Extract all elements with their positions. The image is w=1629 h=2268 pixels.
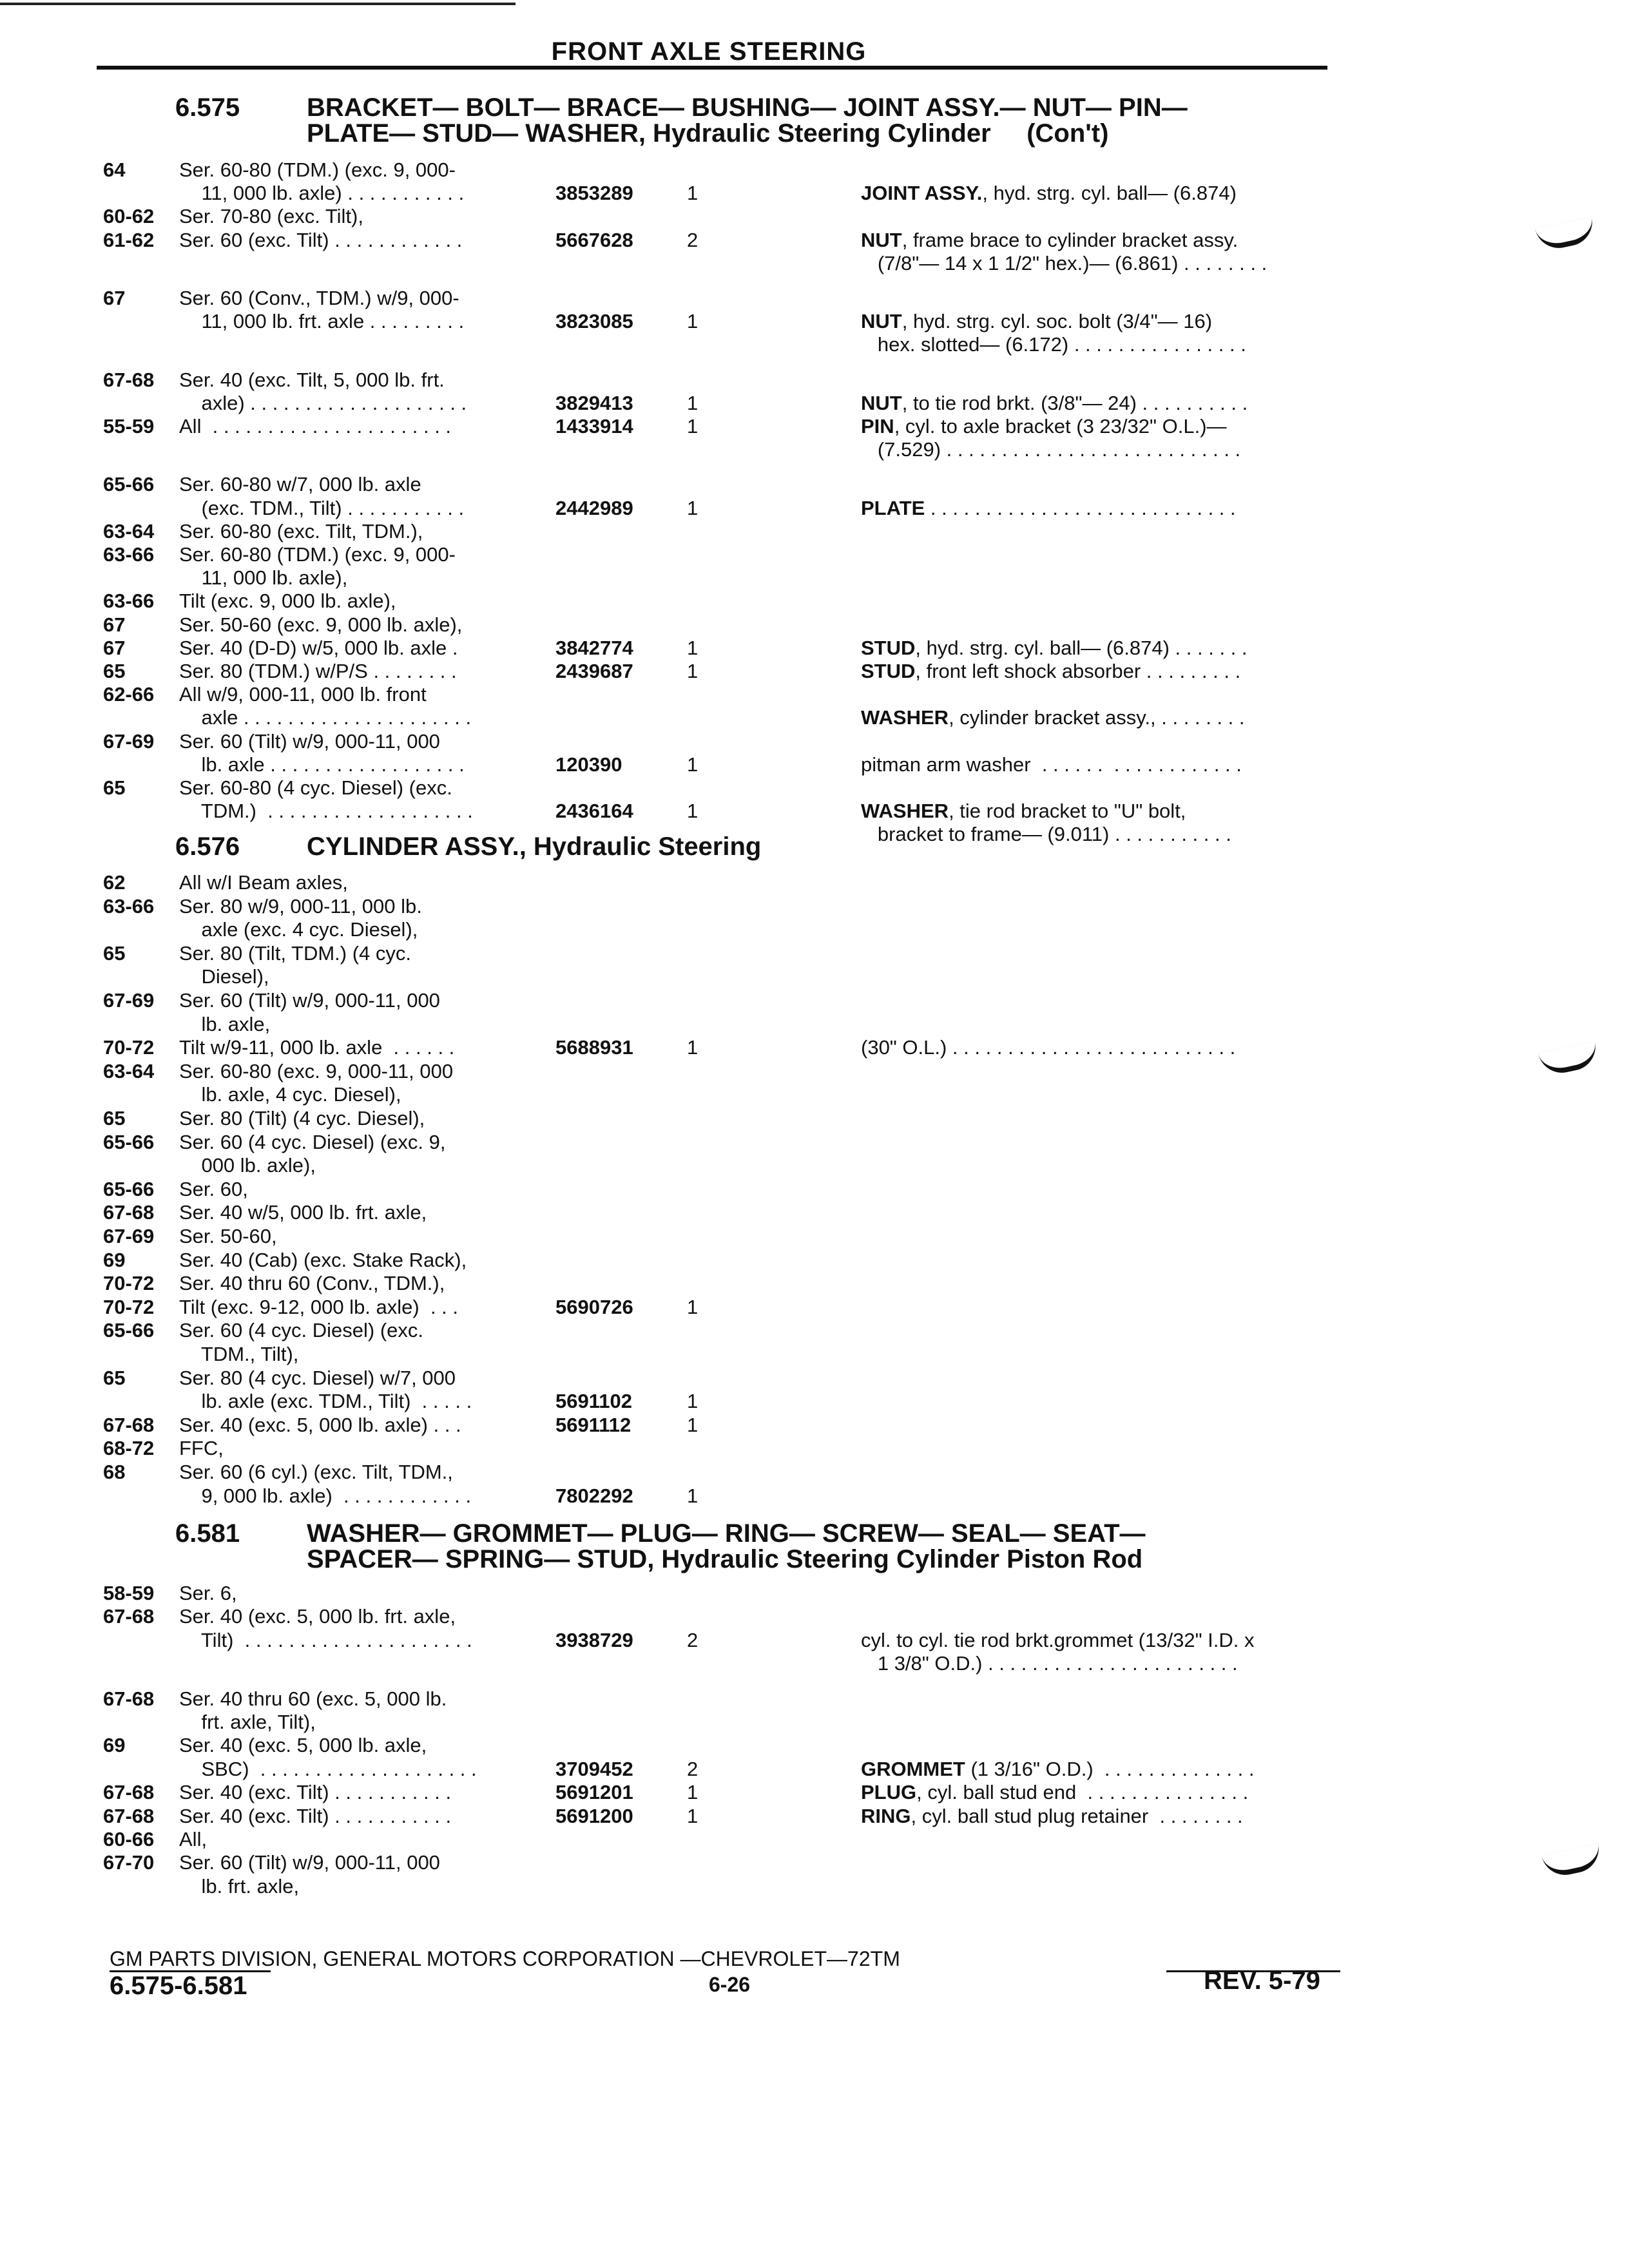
section-header xyxy=(175,832,1335,861)
table-row xyxy=(0,871,1629,897)
model-years: 62-66 xyxy=(103,683,155,706)
model-years: 67-70 xyxy=(103,1851,155,1874)
application-description: lb. axle, xyxy=(179,1012,271,1035)
model-years: 69 xyxy=(103,1734,126,1757)
part-number: 3829413 xyxy=(555,391,633,414)
application-description: Ser. 60 (Tilt) w/9, 000-11, 000 xyxy=(179,729,440,753)
application-description: Ser. 60-80 (TDM.) (exc. 9, 000- xyxy=(179,159,456,181)
part-number: 1433914 xyxy=(555,415,633,437)
part-number: 5690726 xyxy=(555,1295,633,1318)
part-description xyxy=(861,415,1227,438)
table-row xyxy=(0,159,1629,184)
model-years: 65 xyxy=(103,941,126,965)
model-years: 67-68 xyxy=(103,1781,155,1804)
table-row xyxy=(0,706,1629,732)
model-years: 67-68 xyxy=(103,368,155,391)
application-description: Ser. 40 thru 60 (Conv., TDM.), xyxy=(179,1272,445,1295)
table-row xyxy=(0,1107,1629,1133)
table-row xyxy=(0,1805,1629,1831)
model-years: 60-66 xyxy=(103,1828,155,1850)
quantity: 1 xyxy=(687,391,699,414)
table-row xyxy=(0,1249,1629,1274)
table-row xyxy=(0,1272,1629,1298)
part-description xyxy=(861,706,1244,729)
quantity: 1 xyxy=(687,1484,699,1507)
table-row xyxy=(0,730,1629,756)
part-detail: bracket to frame— (9.011) . . . . . . . . . . . xyxy=(861,823,1231,846)
part-number: 5691200 xyxy=(555,1804,633,1827)
model-years: 63-66 xyxy=(103,590,155,613)
application-description: Ser. 40 (Cab) (exc. Stake Rack), xyxy=(179,1248,467,1271)
part-detail: , cyl. ball stud plug retainer . . . . . . . . xyxy=(911,1804,1243,1827)
part-description xyxy=(861,1781,1248,1804)
model-years: 65-66 xyxy=(103,473,155,496)
table-row xyxy=(0,1083,1629,1109)
part-description xyxy=(861,392,1248,415)
application-description: 11, 000 lb. axle) . . . . . . . . . . . xyxy=(179,182,465,205)
table-row xyxy=(0,1154,1629,1180)
table-row xyxy=(0,965,1629,991)
model-years: 67-69 xyxy=(103,729,155,753)
table-row xyxy=(0,310,1629,336)
application-description: 11, 000 lb. frt. axle . . . . . . . . . xyxy=(179,310,465,333)
section-header xyxy=(175,93,1335,150)
application-description: Ser. 80 (Tilt) (4 cyc. Diesel), xyxy=(179,1107,425,1129)
model-years: 63-64 xyxy=(103,519,155,543)
table-row xyxy=(0,1652,1629,1678)
table-row xyxy=(0,590,1629,615)
part-name: WASHER xyxy=(861,706,949,729)
part-name: WASHER xyxy=(861,800,949,823)
quantity: 1 xyxy=(687,660,699,682)
model-years: 58-59 xyxy=(103,1582,155,1604)
application-description: Ser. 60 (Tilt) w/9, 000-11, 000 xyxy=(179,1851,440,1874)
part-name: JOINT ASSY. xyxy=(861,182,983,205)
model-years: 61-62 xyxy=(103,228,155,251)
application-description: Diesel), xyxy=(179,965,269,988)
application-description: lb. axle, 4 cyc. Diesel), xyxy=(179,1083,401,1106)
application-description: All w/I Beam axles, xyxy=(179,871,348,894)
part-description xyxy=(861,1629,1255,1652)
table-row xyxy=(0,252,1629,278)
model-years: 67-68 xyxy=(103,1201,155,1224)
application-description: Ser. 70-80 (exc. Tilt), xyxy=(179,205,363,228)
table-row xyxy=(0,918,1629,944)
table-row xyxy=(0,287,1629,312)
part-number: 3709452 xyxy=(555,1757,633,1780)
table-row xyxy=(0,1758,1629,1783)
model-years: 67-68 xyxy=(103,1804,155,1827)
section-number: 6.576 xyxy=(175,832,240,861)
table-row xyxy=(0,753,1629,779)
application-description: 000 lb. axle), xyxy=(179,1154,316,1177)
part-name: NUT xyxy=(861,310,902,333)
part-description xyxy=(861,753,1242,776)
table-row xyxy=(0,205,1629,231)
table-row xyxy=(0,1582,1629,1608)
part-number: 3823085 xyxy=(555,310,633,333)
part-number: 5691201 xyxy=(555,1781,633,1804)
table-row xyxy=(0,942,1629,968)
section-title: PLATE— STUD— WASHER, Hydraulic Steering Cylinder (Con't) xyxy=(307,119,1109,148)
part-number: 5691102 xyxy=(555,1390,632,1413)
part-description xyxy=(861,182,1237,205)
part-description xyxy=(861,252,1267,275)
table-row xyxy=(0,229,1629,255)
model-years: 70-72 xyxy=(103,1295,155,1318)
quantity: 1 xyxy=(687,1804,699,1827)
part-detail: , cylinder bracket assy., . . . . . . . . xyxy=(949,706,1245,729)
application-description: FFC, xyxy=(179,1437,224,1460)
model-years: 63-66 xyxy=(103,894,155,918)
table-row xyxy=(0,1875,1629,1901)
application-description: Tilt) . . . . . . . . . . . . . . . . . . . . . xyxy=(179,1628,472,1651)
table-row xyxy=(0,1343,1629,1369)
quantity: 1 xyxy=(687,415,699,437)
quantity: 1 xyxy=(687,1036,699,1059)
part-name: PLUG xyxy=(861,1781,917,1804)
application-description: Ser. 40 (D-D) w/5, 000 lb. axle . xyxy=(179,636,458,659)
application-description: Ser. 80 (4 cyc. Diesel) w/7, 000 xyxy=(179,1366,456,1389)
footer-corp-line: GM PARTS DIVISION, GENERAL MOTORS CORPORATION —CHEVROLET—72TM xyxy=(110,1947,900,1970)
part-name: NUT xyxy=(861,391,902,414)
part-description xyxy=(861,1036,1235,1059)
part-number: 2439687 xyxy=(555,660,633,682)
application-description: Ser. 60-80 (TDM.) (exc. 9, 000- xyxy=(179,543,456,566)
model-years: 65 xyxy=(103,1366,126,1389)
part-number: 5691112 xyxy=(555,1413,631,1436)
part-detail: , hyd. strg. cyl. ball— (6.874) xyxy=(982,182,1237,205)
section-header xyxy=(175,1519,1335,1576)
part-description xyxy=(861,1805,1243,1828)
part-name: PLATE xyxy=(861,496,925,519)
part-description xyxy=(861,229,1238,252)
table-row xyxy=(0,1629,1629,1655)
application-description: Ser. 60 (Tilt) w/9, 000-11, 000 xyxy=(179,989,440,1012)
part-description xyxy=(861,333,1246,356)
part-name: STUD xyxy=(861,636,916,659)
section-title: CYLINDER ASSY., Hydraulic Steering xyxy=(307,832,762,861)
page-heading: FRONT AXLE STEERING xyxy=(551,37,867,66)
model-years: 67 xyxy=(103,613,126,636)
section-title: BRACKET— BOLT— BRACE— BUSHING— JOINT ASSY.— NUT— PIN— xyxy=(307,93,1188,122)
application-description: Ser. 50-60 (exc. 9, 000 lb. axle), xyxy=(179,613,463,636)
application-description: All . . . . . . . . . . . . . . . . . . . . . . xyxy=(179,415,452,437)
model-years: 67-68 xyxy=(103,1413,155,1436)
application-description: Ser. 60 (6 cyl.) (exc. Tilt, TDM., xyxy=(179,1461,453,1483)
model-years: 65-66 xyxy=(103,1319,155,1342)
table-row xyxy=(0,660,1629,686)
part-name: RING xyxy=(861,1804,911,1827)
model-years: 67-68 xyxy=(103,1687,155,1710)
quantity: 1 xyxy=(687,310,699,333)
footer-revision: REV. 5-79 xyxy=(1204,1966,1320,1995)
table-row xyxy=(0,1036,1629,1062)
table-row xyxy=(0,1131,1629,1157)
part-description xyxy=(861,497,1236,520)
application-description: 11, 000 lb. axle), xyxy=(179,566,348,590)
application-description: All w/9, 000-11, 000 lb. front xyxy=(179,683,427,706)
section-number: 6.581 xyxy=(175,1519,240,1548)
table-row xyxy=(0,613,1629,639)
model-years: 67-69 xyxy=(103,989,155,1012)
part-number: 3938729 xyxy=(555,1628,633,1651)
model-years: 67-69 xyxy=(103,1225,155,1247)
part-name: PIN xyxy=(861,415,894,437)
application-description: Ser. 80 (TDM.) w/P/S . . . . . . . . xyxy=(179,660,457,682)
table-row xyxy=(0,415,1629,441)
application-description: lb. frt. axle, xyxy=(179,1874,300,1898)
part-description xyxy=(861,1758,1254,1781)
application-description: Ser. 80 w/9, 000-11, 000 lb. xyxy=(179,894,422,918)
part-detail: , cyl. to axle bracket (3 23/32" O.L.)— xyxy=(894,415,1227,437)
application-description: Ser. 60, xyxy=(179,1177,248,1200)
model-years: 65-66 xyxy=(103,1177,155,1200)
model-years: 68 xyxy=(103,1461,126,1483)
table-row xyxy=(0,1437,1629,1463)
part-detail: (7.529) . . . . . . . . . . . . . . . . . . . . . . . . . . . xyxy=(861,438,1241,461)
part-detail: (7/8"— 14 x 1 1/2" hex.)— (6.861) . . . . . . . . xyxy=(861,251,1268,274)
application-description: Ser. 40 (exc. Tilt) . . . . . . . . . . . xyxy=(179,1804,452,1827)
application-description: Ser. 40 (exc. Tilt, 5, 000 lb. frt. xyxy=(179,368,445,391)
application-description: Ser. 80 (Tilt, TDM.) (4 cyc. xyxy=(179,941,411,965)
table-row xyxy=(0,1367,1629,1392)
application-description: Tilt w/9-11, 000 lb. axle . . . . . . xyxy=(179,1036,455,1059)
quantity: 1 xyxy=(687,800,699,823)
quantity: 1 xyxy=(687,636,699,659)
table-row xyxy=(0,497,1629,523)
table-row xyxy=(0,1178,1629,1204)
table-row xyxy=(0,520,1629,546)
part-name: GROMMET xyxy=(861,1757,965,1780)
quantity: 1 xyxy=(687,753,699,776)
application-description: Ser. 60-80 (exc. 9, 000-11, 000 xyxy=(179,1059,454,1082)
application-description: TDM., Tilt), xyxy=(179,1343,299,1365)
application-description: Ser. 60 (Conv., TDM.) w/9, 000- xyxy=(179,287,459,309)
table-row xyxy=(0,473,1629,499)
model-years: 68-72 xyxy=(103,1437,155,1460)
part-detail: . . . . . . . . . . . . . . . . . . . . . . . . . . . . xyxy=(925,496,1236,519)
application-description: Ser. 60 (exc. Tilt) . . . . . . . . . . . . xyxy=(179,228,463,251)
application-description: Ser. 60-80 w/7, 000 lb. axle xyxy=(179,473,421,496)
part-detail: , hyd. strg. cyl. ball— (6.874) . . . . . . . xyxy=(915,636,1248,659)
application-description: SBC) . . . . . . . . . . . . . . . . . . . . xyxy=(179,1757,477,1780)
table-row xyxy=(0,1605,1629,1631)
part-number: 120390 xyxy=(555,753,622,776)
table-row xyxy=(0,1414,1629,1439)
table-row xyxy=(0,1201,1629,1227)
part-detail: (1 3/16" O.D.) . . . . . . . . . . . . . . xyxy=(965,1757,1255,1780)
application-description: axle (exc. 4 cyc. Diesel), xyxy=(179,918,418,941)
part-name: NUT xyxy=(861,228,902,251)
table-row xyxy=(0,1461,1629,1486)
table-row xyxy=(0,800,1629,825)
part-description xyxy=(861,800,1186,823)
quantity: 1 xyxy=(687,1413,699,1436)
model-years: 63-64 xyxy=(103,1059,155,1082)
quantity: 1 xyxy=(687,1295,699,1318)
part-detail: , cyl. ball stud end . . . . . . . . . . . . . . . xyxy=(916,1781,1249,1804)
application-description: Ser. 40 thru 60 (exc. 5, 000 lb. xyxy=(179,1687,447,1710)
application-description: Ser. 60-80 (exc. Tilt, TDM.), xyxy=(179,519,423,543)
application-description: Ser. 50-60, xyxy=(179,1225,277,1247)
part-number: 5688931 xyxy=(555,1036,633,1059)
application-description: TDM.) . . . . . . . . . . . . . . . . . . . xyxy=(179,800,473,823)
model-years: 69 xyxy=(103,1248,126,1271)
table-row xyxy=(0,1013,1629,1039)
table-row xyxy=(0,895,1629,921)
table-row xyxy=(0,1296,1629,1321)
model-years: 64 xyxy=(103,159,126,181)
table-row xyxy=(0,566,1629,592)
model-years: 67-68 xyxy=(103,1605,155,1628)
part-detail: hex. slotted— (6.172) . . . . . . . . . . . . . . . . xyxy=(861,333,1246,356)
part-number: 5667628 xyxy=(555,228,633,251)
part-number: 3853289 xyxy=(555,182,633,205)
part-detail: (30" O.L.) . . . . . . . . . . . . . . . . . . . . . . . . . . xyxy=(861,1036,1236,1059)
table-row xyxy=(0,989,1629,1015)
application-description: Tilt (exc. 9-12, 000 lb. axle) . . . xyxy=(179,1295,459,1318)
table-row xyxy=(0,438,1629,464)
table-row xyxy=(0,1390,1629,1416)
table-row xyxy=(0,683,1629,709)
section-number: 6.575 xyxy=(175,93,240,122)
part-detail: cyl. to cyl. tie rod brkt.grommet (13/32" I.D. x xyxy=(861,1628,1255,1651)
model-years: 63-66 xyxy=(103,543,155,566)
quantity: 1 xyxy=(687,496,699,519)
table-row xyxy=(0,369,1629,394)
application-description: Ser. 6, xyxy=(179,1582,237,1604)
part-description xyxy=(861,310,1212,333)
application-description: Ser. 60-80 (4 cyc. Diesel) (exc. xyxy=(179,776,452,799)
part-detail: , hyd. strg. cyl. soc. bolt (3/4"— 16) xyxy=(901,310,1213,333)
section-title: WASHER— GROMMET— PLUG— RING— SCREW— SEAL— SEAT— xyxy=(307,1519,1146,1548)
model-years: 70-72 xyxy=(103,1036,155,1059)
part-number: 3842774 xyxy=(555,636,633,659)
part-number: 7802292 xyxy=(555,1484,633,1507)
model-years: 67 xyxy=(103,287,126,309)
table-row xyxy=(0,1711,1629,1736)
heading-rule xyxy=(97,66,1327,70)
application-description: axle . . . . . . . . . . . . . . . . . . . . . xyxy=(179,706,472,729)
part-description xyxy=(861,660,1240,683)
table-row xyxy=(0,1060,1629,1086)
table-row xyxy=(0,333,1629,359)
application-description: (exc. TDM., Tilt) . . . . . . . . . . . xyxy=(179,496,465,519)
footer-page-number: 6-26 xyxy=(709,1973,751,1996)
application-description: 9, 000 lb. axle) . . . . . . . . . . . . xyxy=(179,1484,472,1507)
application-description: Ser. 60 (4 cyc. Diesel) (exc. xyxy=(179,1319,424,1342)
model-years: 65 xyxy=(103,660,126,682)
model-years: 55-59 xyxy=(103,415,155,437)
application-description: lb. axle . . . . . . . . . . . . . . . . . . xyxy=(179,753,465,776)
part-description xyxy=(861,637,1248,660)
application-description: Tilt (exc. 9, 000 lb. axle), xyxy=(179,590,396,613)
table-row xyxy=(0,543,1629,569)
section-title: SPACER— SPRING— STUD, Hydraulic Steering Cylinder Piston Rod xyxy=(307,1545,1143,1573)
application-description: Ser. 60 (4 cyc. Diesel) (exc. 9, xyxy=(179,1130,446,1153)
part-number: 2442989 xyxy=(555,496,633,519)
part-detail: pitman arm washer . . . . . . . . . . . . . . . . . . xyxy=(861,753,1242,776)
footer-section-code: 6.575-6.581 xyxy=(110,1972,247,2000)
application-description: Ser. 40 w/5, 000 lb. frt. axle, xyxy=(179,1201,427,1224)
part-name: STUD xyxy=(861,660,916,682)
table-row xyxy=(0,1687,1629,1713)
table-row xyxy=(0,1485,1629,1510)
quantity: 2 xyxy=(687,1628,699,1651)
quantity: 1 xyxy=(687,1390,699,1413)
table-row xyxy=(0,1225,1629,1251)
model-years: 70-72 xyxy=(103,1272,155,1295)
part-description xyxy=(861,1652,1238,1675)
quantity: 2 xyxy=(687,1757,699,1780)
table-row xyxy=(0,637,1629,662)
application-description: All, xyxy=(179,1828,207,1850)
quantity: 2 xyxy=(687,228,699,251)
application-description: axle) . . . . . . . . . . . . . . . . . . . . xyxy=(179,391,467,414)
model-years: 65-66 xyxy=(103,1130,155,1153)
part-detail: , to tie rod brkt. (3/8"— 24) . . . . . . . . . . xyxy=(901,391,1248,414)
part-detail: , tie rod bracket to "U" bolt, xyxy=(949,800,1186,823)
model-years: 62 xyxy=(103,871,126,894)
application-description: Ser. 40 (exc. 5, 000 lb. axle, xyxy=(179,1734,427,1757)
model-years: 65 xyxy=(103,776,126,799)
table-row xyxy=(0,1734,1629,1760)
table-row xyxy=(0,776,1629,802)
table-row xyxy=(0,1851,1629,1877)
table-row xyxy=(0,182,1629,207)
model-years: 67 xyxy=(103,636,126,659)
application-description: frt. axle, Tilt), xyxy=(179,1711,316,1733)
model-years: 65 xyxy=(103,1107,126,1129)
top-edge-line xyxy=(0,3,516,5)
table-row xyxy=(0,1781,1629,1807)
part-number: 2436164 xyxy=(555,800,633,823)
part-description xyxy=(861,438,1240,461)
application-description: lb. axle (exc. TDM., Tilt) . . . . . xyxy=(179,1390,472,1413)
application-description: Ser. 40 (exc. Tilt) . . . . . . . . . . . xyxy=(179,1781,452,1804)
quantity: 1 xyxy=(687,182,699,205)
model-years: 60-62 xyxy=(103,205,155,228)
part-detail: 1 3/8" O.D.) . . . . . . . . . . . . . . . . . . . . . . . xyxy=(861,1652,1238,1675)
application-description: Ser. 40 (exc. 5, 000 lb. axle) . . . xyxy=(179,1413,461,1436)
table-row xyxy=(0,1828,1629,1854)
table-row xyxy=(0,392,1629,418)
quantity: 1 xyxy=(687,1781,699,1804)
part-detail: , frame brace to cylinder bracket assy. xyxy=(901,228,1239,251)
application-description: Ser. 40 (exc. 5, 000 lb. frt. axle, xyxy=(179,1605,456,1628)
part-detail: , front left shock absorber . . . . . . . . . xyxy=(915,660,1241,682)
table-row xyxy=(0,1319,1629,1345)
